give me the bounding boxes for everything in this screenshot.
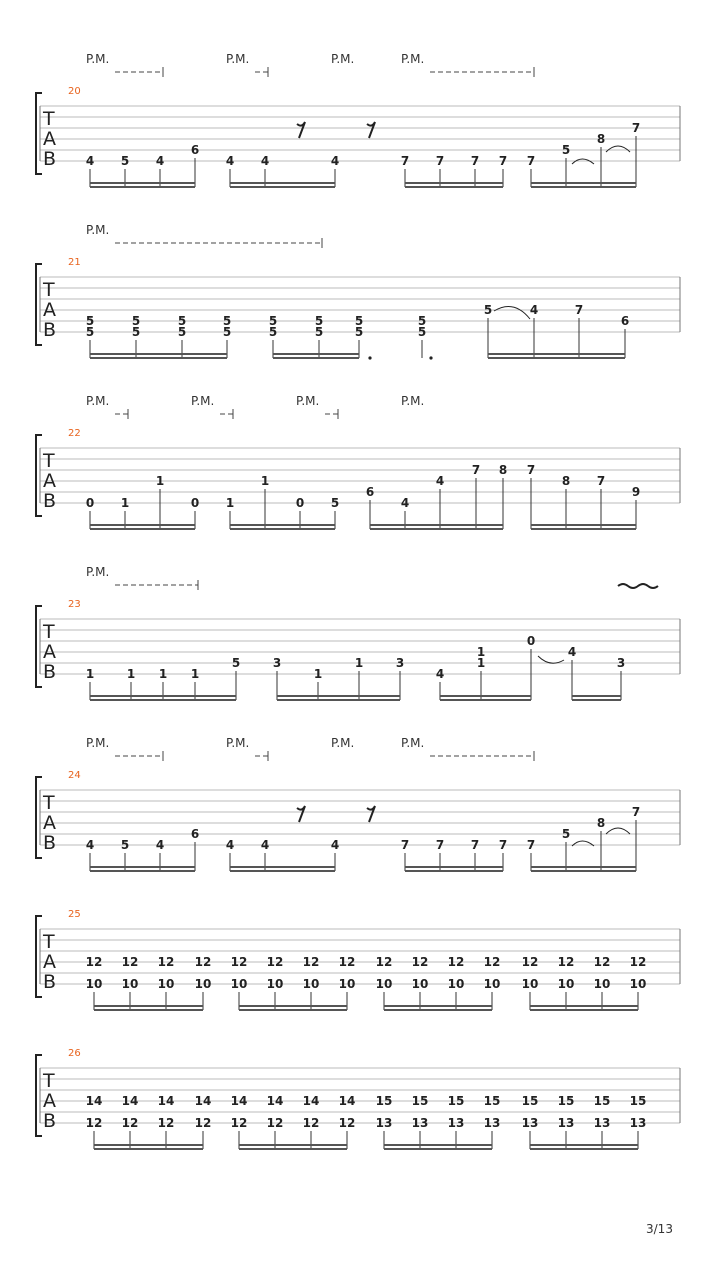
- fret-number: 10: [375, 977, 393, 991]
- fret-number: 12: [85, 955, 103, 969]
- fret-number: 10: [483, 977, 501, 991]
- tab-clef-letter: A: [43, 1090, 56, 1112]
- fret-number: 5: [314, 325, 324, 339]
- fret-number: 4: [330, 838, 340, 852]
- fret-number: 1: [354, 656, 364, 670]
- fret-number: 7: [435, 154, 445, 168]
- tab-clef-letter: B: [43, 971, 57, 993]
- tab-clef-letter: T: [43, 450, 55, 472]
- fret-number: 3: [395, 656, 405, 670]
- fret-number: 14: [302, 1094, 320, 1108]
- fret-number: 13: [447, 1116, 465, 1130]
- tab-system: [36, 52, 680, 187]
- system-bracket: [36, 435, 42, 516]
- palm-mute-label: P.M.: [191, 394, 215, 408]
- fret-number: 13: [483, 1116, 501, 1130]
- fret-number: 15: [375, 1094, 393, 1108]
- fret-number: 12: [483, 955, 501, 969]
- slur-arc: [538, 656, 564, 663]
- fret-number: 0: [295, 496, 305, 510]
- tab-system: [36, 909, 680, 1010]
- fret-number: 12: [230, 955, 248, 969]
- fret-number: 6: [190, 143, 200, 157]
- fret-number: 5: [268, 325, 278, 339]
- fret-number: 5: [561, 143, 571, 157]
- fret-number: 1: [158, 667, 168, 681]
- fret-number: 1: [85, 667, 95, 681]
- fret-number: 10: [629, 977, 647, 991]
- fret-number: 13: [629, 1116, 647, 1130]
- palm-mute-label: P.M.: [401, 736, 425, 750]
- fret-number: 12: [411, 955, 429, 969]
- fret-number: 5: [222, 314, 232, 328]
- fret-number: 12: [557, 955, 575, 969]
- tab-clef-letter: T: [43, 621, 55, 643]
- fret-number: 4: [155, 838, 165, 852]
- tab-clef-letter: B: [43, 148, 57, 170]
- fret-number: 4: [225, 838, 235, 852]
- fret-number: 5: [483, 303, 493, 317]
- fret-number: 12: [521, 955, 539, 969]
- fret-number: 10: [266, 977, 284, 991]
- system-bracket: [36, 606, 42, 687]
- fret-number: 7: [631, 805, 641, 819]
- fret-number: 3: [616, 656, 626, 670]
- palm-mute-label: P.M.: [296, 394, 320, 408]
- fret-number: 12: [629, 955, 647, 969]
- fret-number: 15: [447, 1094, 465, 1108]
- tab-clef-letter: B: [43, 1110, 57, 1132]
- tab-clef-letter: A: [43, 951, 56, 973]
- rest-symbol: [367, 122, 375, 138]
- fret-number: 1: [120, 496, 130, 510]
- palm-mute-label: P.M.: [86, 52, 110, 66]
- fret-number: 5: [417, 314, 427, 328]
- fret-number: 5: [120, 154, 130, 168]
- measure-number: 20: [68, 86, 81, 97]
- fret-number: 15: [629, 1094, 647, 1108]
- system-bracket: [36, 93, 42, 174]
- fret-number: 4: [435, 667, 445, 681]
- fret-number: 13: [411, 1116, 429, 1130]
- slur-arc: [494, 307, 530, 320]
- tab-clef-letter: T: [43, 792, 55, 814]
- fret-number: 12: [375, 955, 393, 969]
- fret-number: 7: [400, 154, 410, 168]
- fret-number: 5: [222, 325, 232, 339]
- tab-clef-letter: B: [43, 319, 57, 341]
- fret-number: 12: [230, 1116, 248, 1130]
- fret-number: 7: [471, 463, 481, 477]
- rhythm-dot: [368, 356, 371, 359]
- fret-number: 8: [596, 132, 606, 146]
- fret-number: 14: [121, 1094, 139, 1108]
- fret-number: 14: [85, 1094, 103, 1108]
- tab-clef-letter: T: [43, 931, 55, 953]
- fret-number: 5: [354, 314, 364, 328]
- fret-number: 13: [375, 1116, 393, 1130]
- fret-number: 10: [557, 977, 575, 991]
- fret-number: 4: [260, 838, 270, 852]
- fret-number: 6: [190, 827, 200, 841]
- fret-number: 12: [194, 955, 212, 969]
- tab-clef-letter: A: [43, 470, 56, 492]
- fret-number: 14: [230, 1094, 248, 1108]
- page-number: 3/13: [646, 1222, 673, 1236]
- fret-number: 7: [498, 838, 508, 852]
- fret-number: 5: [85, 325, 95, 339]
- fret-number: 13: [557, 1116, 575, 1130]
- measure-number: 26: [68, 1048, 81, 1059]
- palm-mute-label: P.M.: [86, 394, 110, 408]
- fret-number: 5: [231, 656, 241, 670]
- fret-number: 5: [177, 325, 187, 339]
- palm-mute-label: P.M.: [331, 52, 355, 66]
- fret-number: 7: [574, 303, 584, 317]
- fret-number: 12: [157, 1116, 175, 1130]
- fret-number: 15: [411, 1094, 429, 1108]
- fret-number: 12: [85, 1116, 103, 1130]
- fret-number: 0: [526, 634, 536, 648]
- tab-clef-letter: B: [43, 490, 57, 512]
- fret-number: 5: [268, 314, 278, 328]
- fret-number: 7: [596, 474, 606, 488]
- fret-number: 5: [177, 314, 187, 328]
- fret-number: 10: [85, 977, 103, 991]
- fret-number: 6: [365, 485, 375, 499]
- palm-mute-label: P.M.: [401, 394, 425, 408]
- fret-number: 12: [121, 955, 139, 969]
- slur-arc: [606, 828, 630, 834]
- tab-system: [36, 736, 680, 871]
- tab-clef-letter: A: [43, 812, 56, 834]
- fret-number: 12: [593, 955, 611, 969]
- palm-mute-label: P.M.: [86, 736, 110, 750]
- fret-number: 15: [593, 1094, 611, 1108]
- fret-number: 4: [567, 645, 577, 659]
- palm-mute-label: P.M.: [226, 736, 250, 750]
- fret-number: 1: [155, 474, 165, 488]
- fret-number: 13: [593, 1116, 611, 1130]
- fret-number: 15: [483, 1094, 501, 1108]
- fret-number: 12: [302, 955, 320, 969]
- slur-arc: [606, 146, 630, 152]
- palm-mute-label: P.M.: [86, 565, 110, 579]
- fret-number: 10: [194, 977, 212, 991]
- fret-number: 12: [266, 1116, 284, 1130]
- tab-clef-letter: T: [43, 1070, 55, 1092]
- fret-number: 12: [447, 955, 465, 969]
- fret-number: 4: [85, 154, 95, 168]
- rhythm-dot: [429, 356, 432, 359]
- tab-clef-letter: A: [43, 128, 56, 150]
- fret-number: 4: [225, 154, 235, 168]
- fret-number: 4: [85, 838, 95, 852]
- palm-mute-label: P.M.: [226, 52, 250, 66]
- fret-number: 5: [354, 325, 364, 339]
- fret-number: 12: [157, 955, 175, 969]
- fret-number: 12: [121, 1116, 139, 1130]
- fret-number: 5: [85, 314, 95, 328]
- fret-number: 7: [526, 838, 536, 852]
- fret-number: 6: [620, 314, 630, 328]
- rest-symbol: [297, 806, 305, 822]
- fret-number: 4: [260, 154, 270, 168]
- fret-number: 1: [190, 667, 200, 681]
- tab-clef-letter: A: [43, 299, 56, 321]
- system-bracket: [36, 777, 42, 858]
- fret-number: 12: [338, 1116, 356, 1130]
- palm-mute-label: P.M.: [401, 52, 425, 66]
- system-bracket: [36, 916, 42, 997]
- tab-system: [36, 1048, 680, 1149]
- fret-number: 10: [411, 977, 429, 991]
- tab-system: [36, 565, 680, 700]
- palm-mute-label: P.M.: [86, 223, 110, 237]
- tab-clef-letter: B: [43, 661, 57, 683]
- measure-number: 24: [68, 770, 81, 781]
- fret-number: 1: [225, 496, 235, 510]
- fret-number: 4: [435, 474, 445, 488]
- fret-number: 13: [521, 1116, 539, 1130]
- fret-number: 10: [302, 977, 320, 991]
- fret-number: 8: [596, 816, 606, 830]
- palm-mute-label: P.M.: [331, 736, 355, 750]
- fret-number: 1: [260, 474, 270, 488]
- measure-number: 22: [68, 428, 81, 439]
- fret-number: 12: [302, 1116, 320, 1130]
- fret-number: 0: [85, 496, 95, 510]
- fret-number: 1: [313, 667, 323, 681]
- vibrato-mark: [618, 584, 658, 588]
- fret-number: 15: [521, 1094, 539, 1108]
- fret-number: 12: [194, 1116, 212, 1130]
- measure-number: 25: [68, 909, 81, 920]
- fret-number: 10: [521, 977, 539, 991]
- fret-number: 7: [435, 838, 445, 852]
- fret-number: 14: [194, 1094, 212, 1108]
- fret-number: 14: [157, 1094, 175, 1108]
- fret-number: 5: [314, 314, 324, 328]
- fret-number: 8: [561, 474, 571, 488]
- fret-number: 1: [126, 667, 136, 681]
- fret-number: 5: [561, 827, 571, 841]
- fret-number: 5: [131, 325, 141, 339]
- fret-number: 7: [400, 838, 410, 852]
- fret-number: 7: [470, 838, 480, 852]
- rest-symbol: [367, 806, 375, 822]
- measure-number: 23: [68, 599, 81, 610]
- fret-number: 5: [330, 496, 340, 510]
- system-bracket: [36, 1055, 42, 1136]
- fret-number: 7: [470, 154, 480, 168]
- fret-number: 10: [447, 977, 465, 991]
- fret-number: 10: [338, 977, 356, 991]
- fret-number: 10: [157, 977, 175, 991]
- fret-number: 5: [417, 325, 427, 339]
- fret-number: 7: [526, 463, 536, 477]
- fret-number: 12: [266, 955, 284, 969]
- fret-number: 8: [498, 463, 508, 477]
- fret-number: 14: [266, 1094, 284, 1108]
- fret-number: 0: [190, 496, 200, 510]
- fret-number: 9: [631, 485, 641, 499]
- fret-number: 4: [155, 154, 165, 168]
- fret-number: 10: [593, 977, 611, 991]
- tab-system: [36, 394, 680, 529]
- fret-number: 3: [272, 656, 282, 670]
- tab-clef-letter: T: [43, 279, 55, 301]
- tab-clef-letter: A: [43, 641, 56, 663]
- rest-symbol: [297, 122, 305, 138]
- fret-number: 5: [120, 838, 130, 852]
- fret-number: 10: [121, 977, 139, 991]
- fret-number: 7: [498, 154, 508, 168]
- tab-clef-letter: T: [43, 108, 55, 130]
- fret-number: 12: [338, 955, 356, 969]
- tab-clef-letter: B: [43, 832, 57, 854]
- measure-number: 21: [68, 257, 81, 268]
- fret-number: 5: [131, 314, 141, 328]
- system-bracket: [36, 264, 42, 345]
- fret-number: 4: [400, 496, 410, 510]
- fret-number: 4: [529, 303, 539, 317]
- fret-number: 7: [526, 154, 536, 168]
- fret-number: 1: [476, 656, 486, 670]
- fret-number: 7: [631, 121, 641, 135]
- fret-number: 4: [330, 154, 340, 168]
- fret-number: 1: [476, 645, 486, 659]
- fret-number: 14: [338, 1094, 356, 1108]
- fret-number: 10: [230, 977, 248, 991]
- tab-system: [36, 223, 680, 358]
- fret-number: 15: [557, 1094, 575, 1108]
